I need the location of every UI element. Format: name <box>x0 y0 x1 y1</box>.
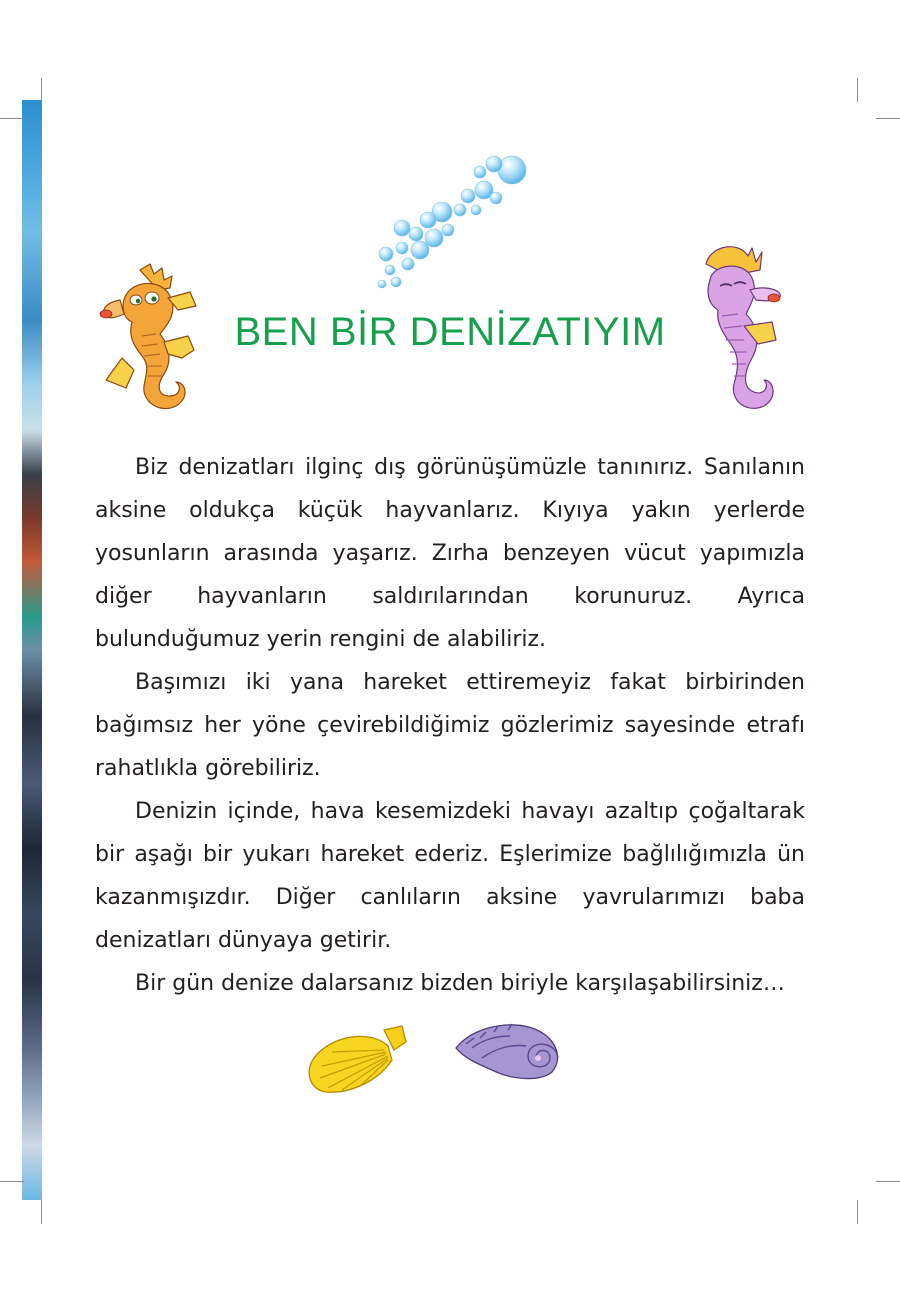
paragraph: Bir gün denize dalarsanız bizden biriyle karşılaşabilirsiniz… <box>135 971 785 996</box>
crop-mark <box>876 1181 900 1182</box>
crop-mark <box>0 118 24 119</box>
page-title: BEN BİR DENİZATIYIM <box>234 310 666 354</box>
crop-mark <box>857 78 858 102</box>
crop-mark <box>41 78 42 102</box>
seahorse-icon <box>690 240 790 418</box>
seahorse-icon <box>98 262 208 417</box>
crop-mark <box>0 1181 24 1182</box>
bubbles-icon <box>372 150 542 290</box>
crop-mark <box>857 1200 858 1224</box>
scallop-shell-icon <box>302 1020 410 1098</box>
side-photo-strip <box>22 100 42 1200</box>
paragraph: Başımızı iki yana hareket ettiremeyiz fakat birbirinden bağımsız her yöne çevirebildiğimiz gözlerimiz sayesinde etrafı rahatlıkla görebiliriz. <box>95 670 805 781</box>
spiral-shell-icon <box>452 1018 567 1084</box>
paragraph: Denizin içinde, hava kesemizdeki havayı azaltıp çoğaltarak bir aşağı bir yukarı hareket ederiz. Eşlerimize bağlılığımızla ün kazanmışızdır. Diğer canlıların aksine yavrularımızı baba denizatları dünyaya getirir. <box>95 799 805 953</box>
story-text <box>95 446 805 1005</box>
crop-mark <box>876 118 900 119</box>
crop-mark <box>41 1200 42 1224</box>
paragraph: Biz denizatları ilginç dış görünüşümüzle tanınırız. Sanılanın aksine oldukça küçük hayvanlarız. Kıyıya yakın yerlerde yosunların arasında yaşarız. Zırha benzeyen vücut yapımızla diğer hayvanların saldırılarından korunuruz. Ayrıca bulunduğumuz yerin rengini de alabiliriz. <box>95 455 805 652</box>
